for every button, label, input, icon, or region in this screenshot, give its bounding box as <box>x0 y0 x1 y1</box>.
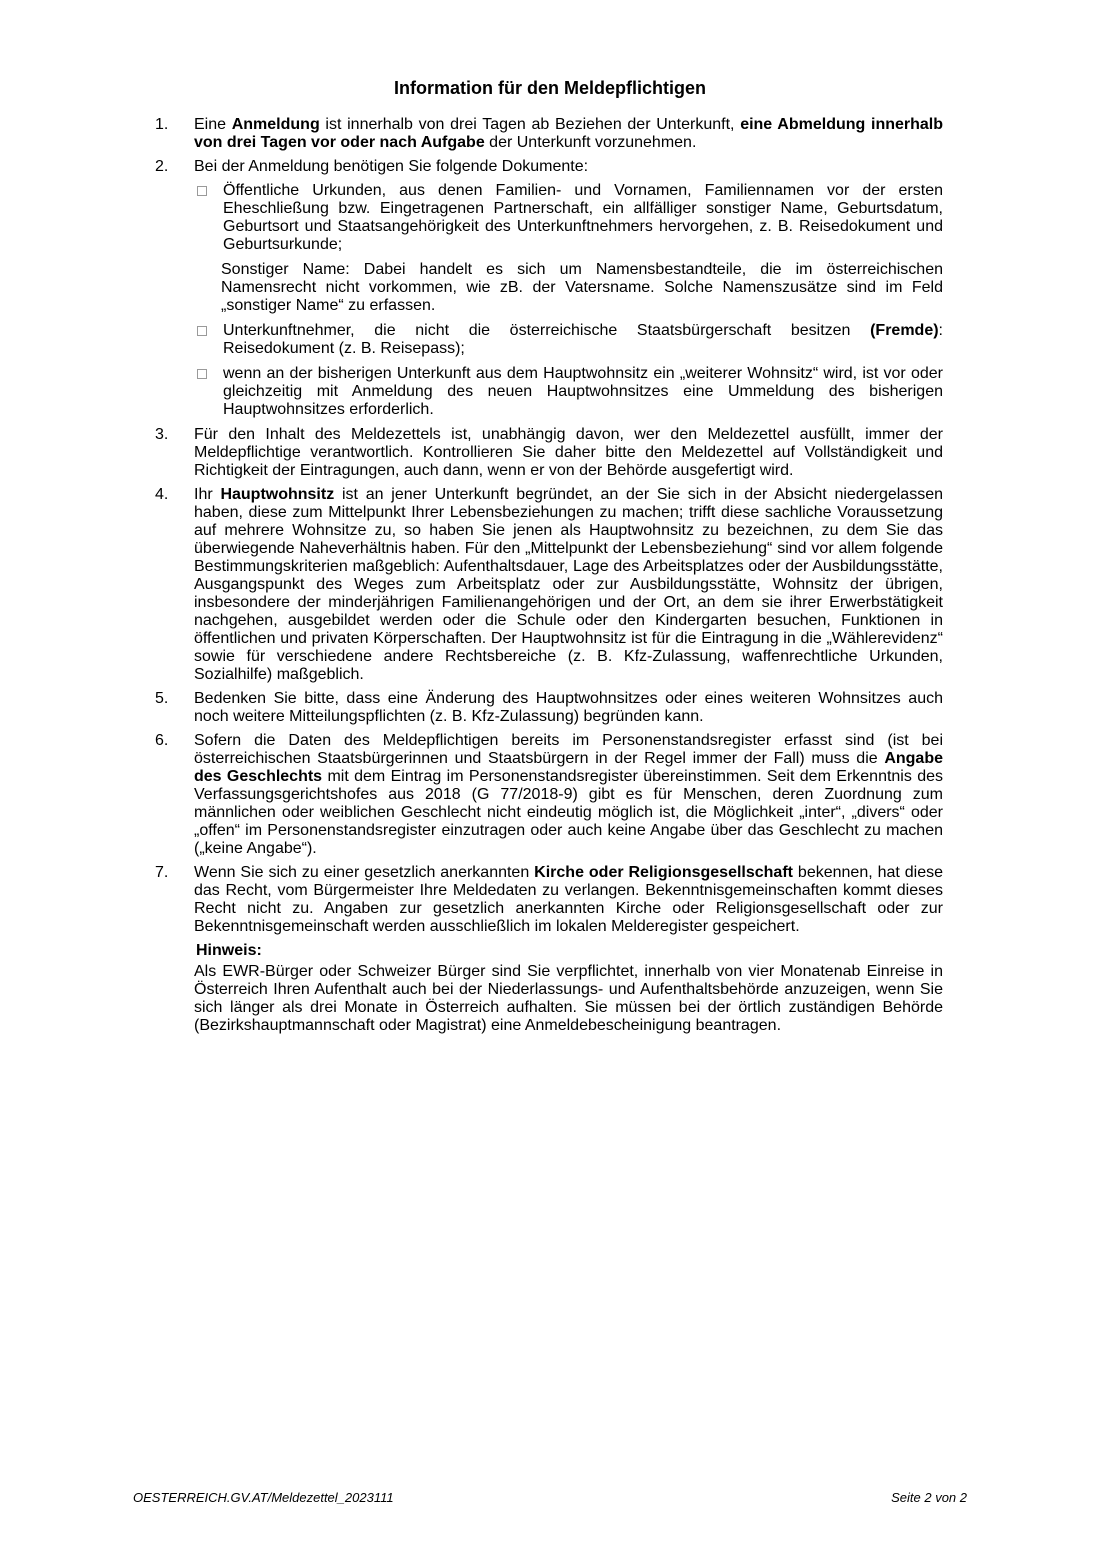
footer-source: OESTERREICH.GV.AT/Meldezettel_2023111 <box>133 1490 394 1505</box>
hinweis-heading: Hinweis: <box>196 942 262 959</box>
document-list-item <box>194 322 943 358</box>
text-segment: Sofern die Daten des Meldepflichtigen bereits im Personenstandsregister erfasst sind (ist bei österreichischen Staatsbürgerinnen und Staatsbürgern in der Regel immer der Fall) muss die <box>194 732 943 767</box>
text-segment: mit dem Eintrag im Personenstandsregister übereinstimmen. Seit dem Erkenntnis des Verfassungsgerichtshofes aus 2018 (G 77/2018-9) gibt es für Menschen, deren Zuordnung zum männlichen oder weiblichen Geschlecht nicht eindeutig möglich ist, die Möglichkeit „inter“, „divers“ oder „offen“ im Personenstandsregister einzutragen oder auch keine Angabe über das Geschlecht zu machen („keine Angabe“). <box>194 768 944 857</box>
list-item-text <box>194 864 943 936</box>
text-segment: Öffentliche Urkunden, aus denen Familien- und Vornamen, Familiennamen vor der ersten Eheschließung bzw. Eingetragenen Partnerschaft, ein allfälliger sonstiger Name, Geburtsdatum, Geburtsort und Staatsangehörigkeit des Unterkunftnehmers hervorgehen, z. B. Reisedokument und Geburtsurkunde; <box>223 182 943 253</box>
list-item-text <box>194 426 943 480</box>
text-segment: Ihr <box>194 486 221 503</box>
text-segment: : Reisedokument (z. B. Reisepass); <box>223 322 943 357</box>
text-segment: wenn an der bisherigen Unterkunft aus dem Hauptwohnsitz ein „weiterer Wohnsitz“ wird, ist vor oder gleichzeitig mit Anmeldung des neuen Hauptwohnsitzes eine Ummeldung des bisherigen Hauptwohnsitzes erforderlich. <box>223 365 943 418</box>
bold-text: Angabe des Geschlechts <box>194 750 943 785</box>
text-segment: ist an jener Unterkunft begründet, an der Sie sich in der Absicht niedergelassen haben, diese zum Mittelpunkt Ihrer Lebensbeziehungen zu machen; trifft diese sachliche Voraussetzung auf mehrere Wohnsitze zu, so haben Sie jenen als Hauptwohnsitz zu bezeichnen, zu dem Sie das überwiegende Naheverhältnis haben. Für den „Mittelpunkt der Lebensbeziehung“ sind vor allem folgende Bestimmungskriterien maßgeblich: Aufenthaltsdauer, Lage des Arbeitsplatzes oder der Ausbildungsstätte, Ausgangspunkt des Weges zum Arbeitsplatz oder zur Ausbildungsstätte, Wohnsitz der übrigen, insbesondere der minderjährigen Familienangehörigen und der Ort, an dem sie ihrer Erwerbstätigkeit nachgehen, ausgebildet werden oder die Schule oder den Kindergarten besuchen, Funktionen in öffentlichen und privaten Körperschaften. Der Hauptwohnsitz ist für die Eintragung in die „Wählerevidenz“ sowie für verschiedene andere Rechtsbereiche (z. B. Kfz-Zulassung, waffenrechtliche Urkunden, Sozialhilfe) maßgeblich. <box>194 486 943 683</box>
text-segment: ist innerhalb von drei Tagen ab Beziehen der Unterkunft, <box>319 116 741 133</box>
list-item-number: 2. <box>155 158 169 175</box>
checkbox-bullet-icon <box>197 326 207 336</box>
document-list-text <box>223 182 943 254</box>
text-segment: Bei der Anmeldung benötigen Sie folgende Dokumente: <box>194 158 589 175</box>
list-item-number: 3. <box>155 426 169 443</box>
list-item-text <box>194 732 943 858</box>
bold-text: (Fremde) <box>870 322 939 339</box>
list-item-number: 1. <box>155 116 169 133</box>
hinweis-text: Als EWR-Bürger oder Schweizer Bürger sind Sie verpflichtet, innerhalb von vier Monatenab Einreise in Österreich Ihren Aufenthalt auch bei der Niederlassungs- und Aufenthaltsbehörde anzuzeigen, wenn Sie sich länger als drei Monate in Österreich aufhalten. Sie müssen bei der örtlich zuständigen Behörde (Bezirkshauptmannschaft oder Magistrat) eine Anmeldebescheinigung beantragen. <box>194 963 943 1034</box>
list-item <box>155 732 943 858</box>
list-item <box>155 864 943 936</box>
bold-text: Kirche oder Religionsgesellschaft <box>534 864 793 881</box>
list-item <box>155 158 943 419</box>
list-item-text <box>194 486 943 684</box>
bold-text: Anmeldung <box>231 116 320 133</box>
checkbox-bullet-icon <box>197 186 207 196</box>
list-item <box>155 426 943 480</box>
page-title: Information für den Meldepflichtigen <box>394 78 706 98</box>
list-item-number: 7. <box>155 864 169 881</box>
text-segment: Für den Inhalt des Meldezettels ist, unabhängig davon, wer den Meldezettel ausfüllt, immer der Meldepflichtige verantwortlich. Kontrollieren Sie daher bitte den Meldezettel auf Vollständigkeit und Richtigkeit der Eintragungen, auch dann, wenn er von der Behörde ausgefertigt wird. <box>194 426 943 479</box>
list-item <box>155 116 943 152</box>
sonstiger-name-note: Sonstiger Name: Dabei handelt es sich um Namensbestandteile, die im österreichischen Namensrecht nicht vorkommen, wie zB. der Vatersname. Solche Namenszusätze sind im Feld „sonstiger Name“ zu erfassen. <box>221 261 943 314</box>
checkbox-bullet-icon <box>197 369 207 379</box>
document-list-item <box>194 182 943 254</box>
info-list <box>155 116 943 936</box>
text-segment: bekennen, hat diese das Recht, vom Bürgermeister Ihre Meldedaten zu verlangen. Bekenntnisgemeinschaften kommt dieses Recht nicht zu. Angaben zur gesetzlich anerkannten Kirche oder Religionsgesellschaft oder zur Bekenntnisgemeinschaft werden ausschließlich im lokalen Melderegister gespeichert. <box>194 864 944 935</box>
list-item <box>155 486 943 684</box>
text-segment: der Unterkunft vorzunehmen. <box>484 134 697 151</box>
document-list-text <box>223 365 943 419</box>
list-item-text <box>194 116 943 152</box>
list-item <box>155 690 943 726</box>
bold-text: eine Abmeldung innerhalb von drei Tagen vor oder nach Aufgabe <box>194 116 943 151</box>
footer-page-number: Seite 2 von 2 <box>891 1490 967 1505</box>
document-list <box>194 182 943 419</box>
text-segment: Unterkunftnehmer, die nicht die österreichische Staatsbürgerschaft besitzen <box>223 322 871 339</box>
document-list-item <box>194 365 943 419</box>
bold-text: Hauptwohnsitz <box>220 486 335 503</box>
info-content <box>155 116 943 1035</box>
text-segment: Bedenken Sie bitte, dass eine Änderung des Hauptwohnsitzes oder eines weiteren Wohnsitzes auch noch weitere Mitteilungspflichten (z. B. Kfz-Zulassung) begründen kann. <box>194 690 943 725</box>
list-item-number: 6. <box>155 732 169 749</box>
list-item-number: 4. <box>155 486 169 503</box>
list-item-text <box>194 158 943 176</box>
list-item-number: 5. <box>155 690 169 707</box>
document-list-text <box>223 322 943 358</box>
text-segment: Wenn Sie sich zu einer gesetzlich anerkannten <box>194 864 535 881</box>
list-item-text <box>194 690 943 726</box>
text-segment: Eine <box>194 116 232 133</box>
